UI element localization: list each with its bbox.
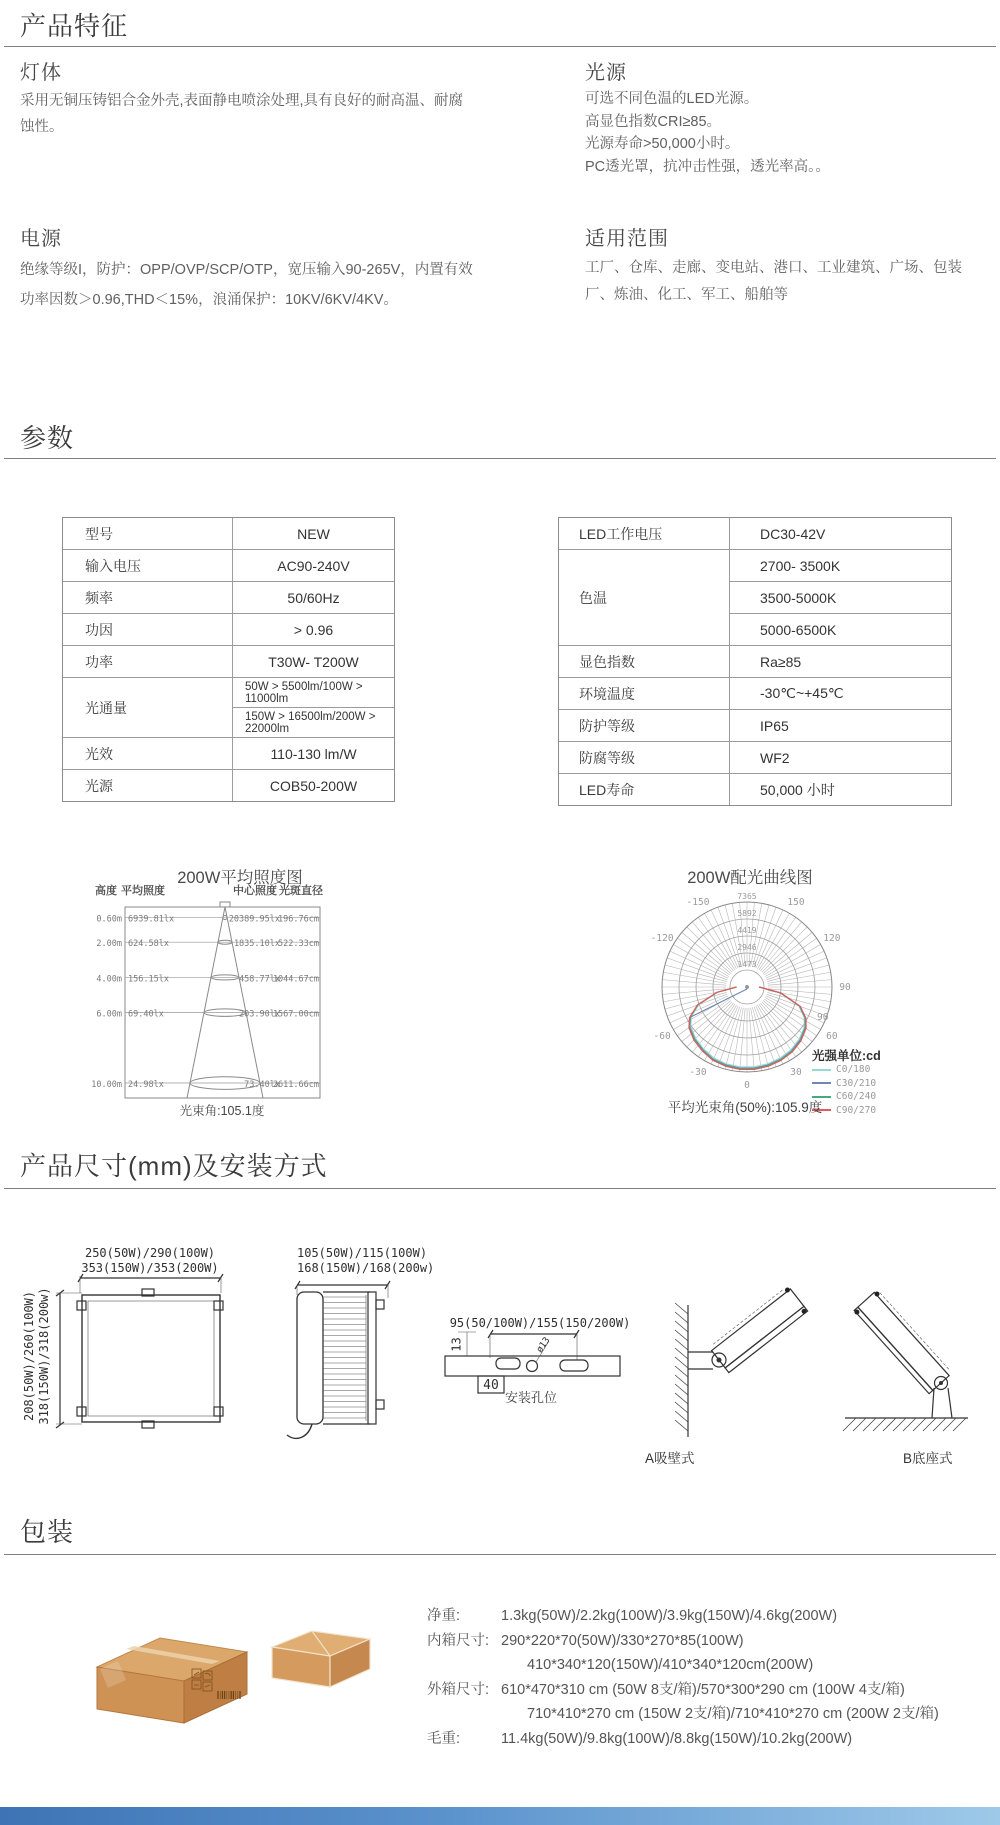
svg-text:69.40lx: 69.40lx <box>128 1009 164 1020</box>
table-value-cells <box>233 770 394 801</box>
svg-text:高度: 高度 <box>95 885 117 897</box>
table-value-cells <box>730 518 951 549</box>
table-row <box>559 773 951 805</box>
packaging-spec-label: 毛重: <box>427 1730 461 1747</box>
table-value-cells <box>233 518 394 549</box>
legend-label: C0/180 <box>836 1064 871 1076</box>
packaging-spec-value: 410*340*120(150W)/410*340*120cm(200W) <box>527 1657 814 1674</box>
svg-text:20389.95lx: 20389.95lx <box>228 914 280 925</box>
table-row <box>63 769 394 801</box>
svg-text:光斑直径: 光斑直径 <box>279 885 323 897</box>
text-power: 绝缘等级I，防护：OPP/OVP/SCP/OTP，宽压输入90-265V，内置有效功率因数＞0.96,THD＜15%，浪涌保护：10KV/6KV/4KV。 <box>20 262 473 308</box>
table-value-cell: T30W- T200W <box>268 653 359 670</box>
table-row <box>63 645 394 677</box>
table-value-cells <box>233 646 394 677</box>
table-row <box>63 737 394 769</box>
table-value-cell: WF2 <box>760 749 790 766</box>
legend-entry <box>812 1077 876 1091</box>
table-value-cells <box>233 582 394 613</box>
svg-text:458.77lx: 458.77lx <box>239 974 280 985</box>
side-depth-label-1: 105(50W)/115(100W) <box>297 1246 428 1260</box>
spec-table-left <box>62 517 395 802</box>
table-value-cell: NEW <box>297 525 330 542</box>
table-label-cell: 光效 <box>63 738 233 769</box>
legend-label: C60/240 <box>836 1091 877 1103</box>
illuminance-cone-chart <box>75 884 405 1124</box>
section-rule <box>4 46 996 47</box>
table-row <box>63 518 394 549</box>
packaging-spec-value: 710*410*270 cm (150W 2支/箱)/710*410*270 cm (200W 2支/箱) <box>527 1706 939 1723</box>
hole-caption: 安装孔位 <box>505 1390 558 1405</box>
svg-text:1473: 1473 <box>737 960 757 969</box>
front-width-label-1: 250(50W)/290(100W) <box>84 1246 216 1260</box>
table-value-cell: DC30-42V <box>760 525 826 542</box>
svg-text:-60: -60 <box>653 1031 671 1042</box>
table-row <box>559 549 951 645</box>
table-value-cell: 50,000 小时 <box>760 781 835 798</box>
table-row <box>559 741 951 773</box>
section-title-packaging: 包装 <box>20 1517 75 1547</box>
svg-text:2.00m: 2.00m <box>96 939 122 950</box>
bottom-accent-bar <box>0 1807 1000 1825</box>
svg-text:6.00m: 6.00m <box>96 1009 122 1020</box>
side-depth-label-2: 168(150W)/168(200w) <box>297 1261 435 1275</box>
packaging-spec-row <box>427 1678 992 1703</box>
table-label-cell: 型号 <box>63 518 233 549</box>
table-value-cells <box>730 646 951 677</box>
table-value-cell: 5000-6500K <box>730 613 951 645</box>
table-row <box>559 709 951 741</box>
table-label-cell: 环境温度 <box>559 678 730 709</box>
table-row <box>559 645 951 677</box>
legend-swatch <box>812 1082 831 1084</box>
table-value-cell: -30℃~+45℃ <box>760 685 844 701</box>
svg-text:150: 150 <box>787 897 805 909</box>
svg-text:90: 90 <box>839 982 851 993</box>
packaging-spec-row <box>427 1604 992 1629</box>
svg-text:90: 90 <box>817 1012 829 1023</box>
svg-text:光束角:105.1度: 光束角:105.1度 <box>179 1104 265 1118</box>
svg-text:10.00m: 10.00m <box>91 1080 122 1091</box>
cone-chart-title: 200W平均照度图 <box>177 869 303 887</box>
svg-text:624.58lx: 624.58lx <box>128 939 169 950</box>
svg-text:0: 0 <box>744 1080 750 1091</box>
polar-chart-footer: 平均光束角(50%):105.9度 <box>667 1100 823 1115</box>
light-source-line: PC透光罩，抗冲击性强，透光率高。。 <box>585 158 830 175</box>
svg-text:522.33cm: 522.33cm <box>278 939 319 950</box>
table-row <box>63 613 394 645</box>
svg-text:-30: -30 <box>689 1066 707 1078</box>
packaging-spec-value: 290*220*70(50W)/330*270*85(100W) <box>501 1632 744 1649</box>
svg-text:2946: 2946 <box>737 943 757 952</box>
section-rule <box>4 1188 996 1189</box>
text-light-source <box>585 88 985 178</box>
table-value-cells <box>233 614 394 645</box>
hole-width-label: 95(50/100W)/155(150/200W) <box>449 1316 631 1330</box>
packaging-spec-label: 内箱尺寸: <box>427 1632 490 1649</box>
svg-text:-120: -120 <box>650 933 674 944</box>
text-application: 工厂、仓库、走廊、变电站、港口、工业建筑、广场、包装厂、炼油、化工、军工、船舶等 <box>585 260 962 303</box>
heading-power: 电源 <box>20 228 62 250</box>
table-value-cell: 3500-5000K <box>730 581 951 613</box>
packaging-spec-row <box>427 1653 992 1678</box>
packaging-specs <box>427 1604 992 1752</box>
svg-text:0.60m: 0.60m <box>96 914 122 925</box>
table-label-cell: 光通量 <box>63 678 233 737</box>
table-label-cell: 功率 <box>63 646 233 677</box>
table-label-cell: 输入电压 <box>63 550 233 581</box>
table-row <box>559 677 951 709</box>
spec-table-right <box>558 517 952 806</box>
table-value-cell: 150W > 16500lm/200W > 22000lm <box>233 707 394 737</box>
table-value-cells <box>233 550 394 581</box>
table-value-cells <box>730 678 951 709</box>
table-row <box>63 581 394 613</box>
table-value-cell: 50W > 5500lm/100W > 11000lm <box>245 680 363 705</box>
table-label-cell: LED寿命 <box>559 774 730 805</box>
table-label-cell: LED工作电压 <box>559 518 730 549</box>
table-value-cell: 50/60Hz <box>287 589 340 606</box>
packaging-spec-value: 1.3kg(50W)/2.2kg(100W)/3.9kg(150W)/4.6kg(200W) <box>501 1608 838 1624</box>
packaging-spec-row <box>427 1629 992 1654</box>
section-title-features: 产品特征 <box>20 11 129 41</box>
legend-entry <box>812 1063 876 1077</box>
table-value-cell: AC90-240V <box>277 557 350 574</box>
light-source-line: 可选不同色温的LED光源。 <box>585 91 759 107</box>
table-value-cell: COB50-200W <box>269 777 358 794</box>
svg-text:30: 30 <box>790 1066 802 1078</box>
table-value-cells <box>730 550 951 645</box>
table-value-cells <box>233 738 394 769</box>
table-label-cell: 功因 <box>63 614 233 645</box>
section-title-params: 参数 <box>20 423 75 453</box>
section-title-dimensions: 产品尺寸(mm)及安装方式 <box>20 1151 328 1181</box>
svg-text:6939.81lx: 6939.81lx <box>128 914 175 925</box>
heading-lamp-body: 灯体 <box>20 62 62 84</box>
packaging-spec-value: 610*470*310 cm (50W 8支/箱)/570*300*290 cm (100W 4支/箱) <box>501 1681 905 1698</box>
front-height-label <box>22 1271 52 1441</box>
table-label-cell: 防腐等级 <box>559 742 730 773</box>
svg-text:24.98lx: 24.98lx <box>128 1080 164 1091</box>
table-row <box>63 549 394 581</box>
packaging-spec-label: 外箱尺寸: <box>427 1681 490 1698</box>
mount-a-label: A吸壁式 <box>645 1451 695 1466</box>
hole-size-label: 40 <box>483 1378 499 1393</box>
table-value-cell: 110-130 lm/W <box>270 745 357 762</box>
table-label-cell: 频率 <box>63 582 233 613</box>
table-value-cells <box>730 774 951 805</box>
text-lamp-body: 采用无铜压铸铝合金外壳,表面静电喷涂处理,具有良好的耐高温、耐腐蚀性。 <box>20 93 464 135</box>
table-value-cells <box>730 742 951 773</box>
svg-text:1567.00cm: 1567.00cm <box>272 1009 319 1020</box>
section-rule <box>4 1554 996 1555</box>
table-label-cell: 防护等级 <box>559 710 730 741</box>
table-row <box>559 518 951 549</box>
polar-chart-title: 200W配光曲线图 <box>687 869 813 887</box>
table-value-cell: > 0.96 <box>293 621 334 638</box>
legend-swatch <box>812 1069 831 1071</box>
carton-boxes-illustration <box>80 1625 400 1745</box>
svg-text:196.76cm: 196.76cm <box>278 914 319 925</box>
table-value-cell: IP65 <box>760 717 789 734</box>
light-source-line: 高显色指数CRI≥85。 <box>585 113 722 130</box>
packaging-spec-label: 净重: <box>427 1608 461 1624</box>
table-value-cell: 2700- 3500K <box>760 557 841 574</box>
table-label-cell: 显色指数 <box>559 646 730 677</box>
svg-text:203.90lx: 203.90lx <box>239 1009 280 1020</box>
svg-text:4.00m: 4.00m <box>96 974 122 985</box>
legend-label: C90/270 <box>836 1104 877 1116</box>
svg-text:平均照度: 平均照度 <box>121 885 165 897</box>
hole-offset-label: 13 <box>449 1337 464 1352</box>
packaging-spec-value: 11.4kg(50W)/9.8kg(100W)/8.8kg(150W)/10.2kg(200W) <box>501 1730 853 1747</box>
svg-text:2611.66cm: 2611.66cm <box>272 1080 319 1091</box>
svg-text:1044.67cm: 1044.67cm <box>272 974 319 985</box>
svg-text:7365: 7365 <box>737 892 757 901</box>
mount-b-label: B底座式 <box>903 1451 953 1466</box>
table-label-cell: 色温 <box>559 550 730 645</box>
polar-legend-title: 光强单位:cd <box>812 1049 881 1063</box>
packaging-spec-row <box>427 1727 992 1752</box>
svg-text:5892: 5892 <box>737 909 757 918</box>
section-rule <box>4 458 996 459</box>
svg-text:156.15lx: 156.15lx <box>128 974 169 985</box>
table-value-cell: Ra≥85 <box>760 653 802 670</box>
front-height-label-1: 208(50W)/260(100W) <box>22 1290 36 1422</box>
heading-light-source: 光源 <box>585 62 627 84</box>
svg-text:60: 60 <box>826 1031 838 1042</box>
table-row <box>63 677 394 737</box>
heading-application: 适用范围 <box>585 228 669 250</box>
front-height-label-2: 318(150W)/318(200w) <box>37 1287 51 1425</box>
svg-text:120: 120 <box>823 933 841 944</box>
packaging-spec-row <box>427 1702 992 1727</box>
front-width-label-2: 353(150W)/353(200W) <box>81 1261 219 1275</box>
legend-label: C30/210 <box>836 1077 877 1089</box>
table-value-cells <box>730 710 951 741</box>
table-value-cells <box>233 678 394 737</box>
table-label-cell: 光源 <box>63 770 233 801</box>
svg-text:73.40lx: 73.40lx <box>244 1080 280 1091</box>
svg-text:4419: 4419 <box>737 926 757 935</box>
svg-text:中心照度: 中心照度 <box>233 885 277 897</box>
light-source-line: 光源寿命>50,000小时。 <box>585 136 740 152</box>
svg-text:1835.10lx: 1835.10lx <box>233 939 280 950</box>
svg-text:-150: -150 <box>686 897 710 909</box>
hole-diameter-label: ø13 <box>534 1335 553 1355</box>
